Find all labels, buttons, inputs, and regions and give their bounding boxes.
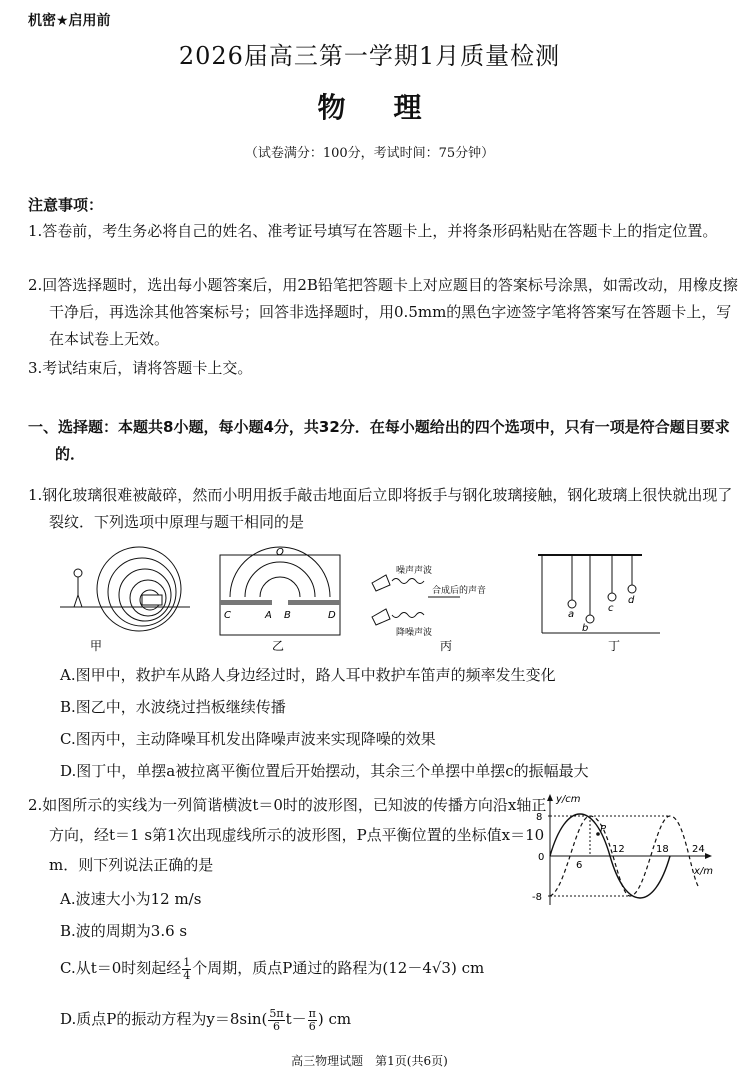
notes-title: 注意事项： bbox=[28, 196, 104, 214]
exam-info: （试卷满分：100分，考试时间：75分钟） bbox=[244, 146, 495, 161]
figure-jia-caption: 甲 bbox=[90, 639, 103, 653]
note-item-3: 3.考试结束后，请将答题卡上交。 bbox=[28, 359, 253, 377]
svg-text:a: a bbox=[568, 609, 575, 620]
figure-jia bbox=[60, 547, 190, 653]
combined-sound-label: 合成后的声音 bbox=[432, 586, 487, 596]
figure-ding-caption: 丁 bbox=[608, 639, 621, 653]
ytick-neg8: -8 bbox=[532, 892, 542, 903]
xtick-24: 24 bbox=[692, 844, 705, 855]
svg-text:O: O bbox=[276, 547, 284, 558]
q1-figures bbox=[60, 545, 720, 655]
xtick-18: 18 bbox=[656, 844, 669, 855]
q1-option-a: A.图甲中，救护车从路人身边经过时，路人耳中救护车笛声的频率发生变化 bbox=[60, 666, 556, 684]
svg-text:A: A bbox=[265, 610, 272, 621]
fraction-five-pi-six: $\frac{5\pi}{6}$ bbox=[269, 1006, 284, 1033]
svg-text:b: b bbox=[582, 623, 589, 634]
note-item-1: 1.答卷前，考生务必将自己的姓名、准考证号填写在答题卡上，并将条形码粘贴在答题卡上的指定位置。 bbox=[28, 222, 718, 240]
figure-yi-caption: 乙 bbox=[272, 639, 285, 653]
graph-ylabel: y/cm bbox=[556, 794, 581, 805]
page-footer: 高三物理试题 第1页(共6页) bbox=[291, 1054, 448, 1068]
xtick-12: 12 bbox=[612, 844, 625, 855]
figure-ding bbox=[538, 555, 660, 653]
fraction-one-quarter: $\frac{1}{4}$ bbox=[183, 955, 191, 982]
note-item-2: 2.回答选择题时，选出每小题答案后，用2B铅笔把答题卡上对应题目的答案标号涂黑，如需改动，用橡皮擦干净后，再选涂其他答案标号；回答非选择题时，用0.5mm的黑色字迹签字笔将答案写在答题卡上，写在本试卷上无效。 bbox=[28, 276, 738, 348]
exam-title: 2026届高三第一学期1月质量检测 bbox=[178, 42, 561, 70]
anti-noise-wave-label: 降噪声波 bbox=[396, 628, 433, 638]
q1-option-d: D.图丁中，单摆a被拉离平衡位置后开始摆动，其余三个单摆中单摆c的振幅最大 bbox=[60, 762, 589, 780]
svg-text:D: D bbox=[328, 610, 336, 621]
q2-option-c: C.从t＝0时刻起经 $\frac{1}{4}$ 个周期，质点P通过的路程为(12－4√3) cm bbox=[60, 955, 485, 982]
xtick-6: 6 bbox=[576, 860, 583, 871]
subject-title: 物理 bbox=[317, 91, 470, 124]
graph-xlabel: x/m bbox=[694, 866, 714, 877]
q2-option-d: D.质点P的振动方程为y＝8sin( $\frac{5\pi}{6}$ t－ $\frac{\pi}{6}$ ) cm bbox=[60, 1006, 352, 1033]
figure-yi bbox=[220, 547, 340, 653]
q2-option-b: B.波的周期为3.6 s bbox=[60, 922, 188, 940]
svg-text:c: c bbox=[608, 603, 614, 614]
figure-bing-caption: 丙 bbox=[440, 639, 453, 653]
point-p-label: P bbox=[600, 824, 607, 835]
svg-text:B: B bbox=[284, 610, 291, 621]
fraction-pi-six: $\frac{\pi}{6}$ bbox=[308, 1006, 316, 1033]
ytick-8: 8 bbox=[536, 812, 543, 823]
confidential-label: 机密★启用前 bbox=[28, 13, 111, 29]
svg-text:d: d bbox=[628, 595, 635, 606]
figure-bing bbox=[372, 564, 486, 653]
q2-stem: 2.如图所示的实线为一列简谐横波t＝0时的波形图，已知波的传播方向沿x轴正方向，经t＝1 s第1次出现虚线所示的波形图，P点平衡位置的坐标值x＝10 m．则下列说法正确的是 bbox=[28, 796, 547, 874]
q1-stem: 1.钢化玻璃很难被敲碎，然而小明用扳手敲击地面后立即将扳手与钢化玻璃接触，钢化玻璃上很快就出现了裂纹．下列选项中原理与题干相同的是 bbox=[28, 486, 733, 531]
noise-wave-label: 噪声声波 bbox=[396, 566, 433, 576]
q2-option-a: A.波速大小为12 m/s bbox=[60, 890, 202, 908]
q1-option-b: B.图乙中，水波绕过挡板继续传播 bbox=[60, 698, 286, 716]
q1-option-c: C.图丙中，主动降噪耳机发出降噪声波来实现降噪的效果 bbox=[60, 730, 436, 748]
svg-text:C: C bbox=[224, 610, 231, 621]
ytick-0: 0 bbox=[538, 852, 545, 863]
section-title: 一、选择题：本题共8小题，每小题4分，共32分．在每小题给出的四个选项中，只有一项是符合题目要求的． bbox=[28, 418, 730, 463]
